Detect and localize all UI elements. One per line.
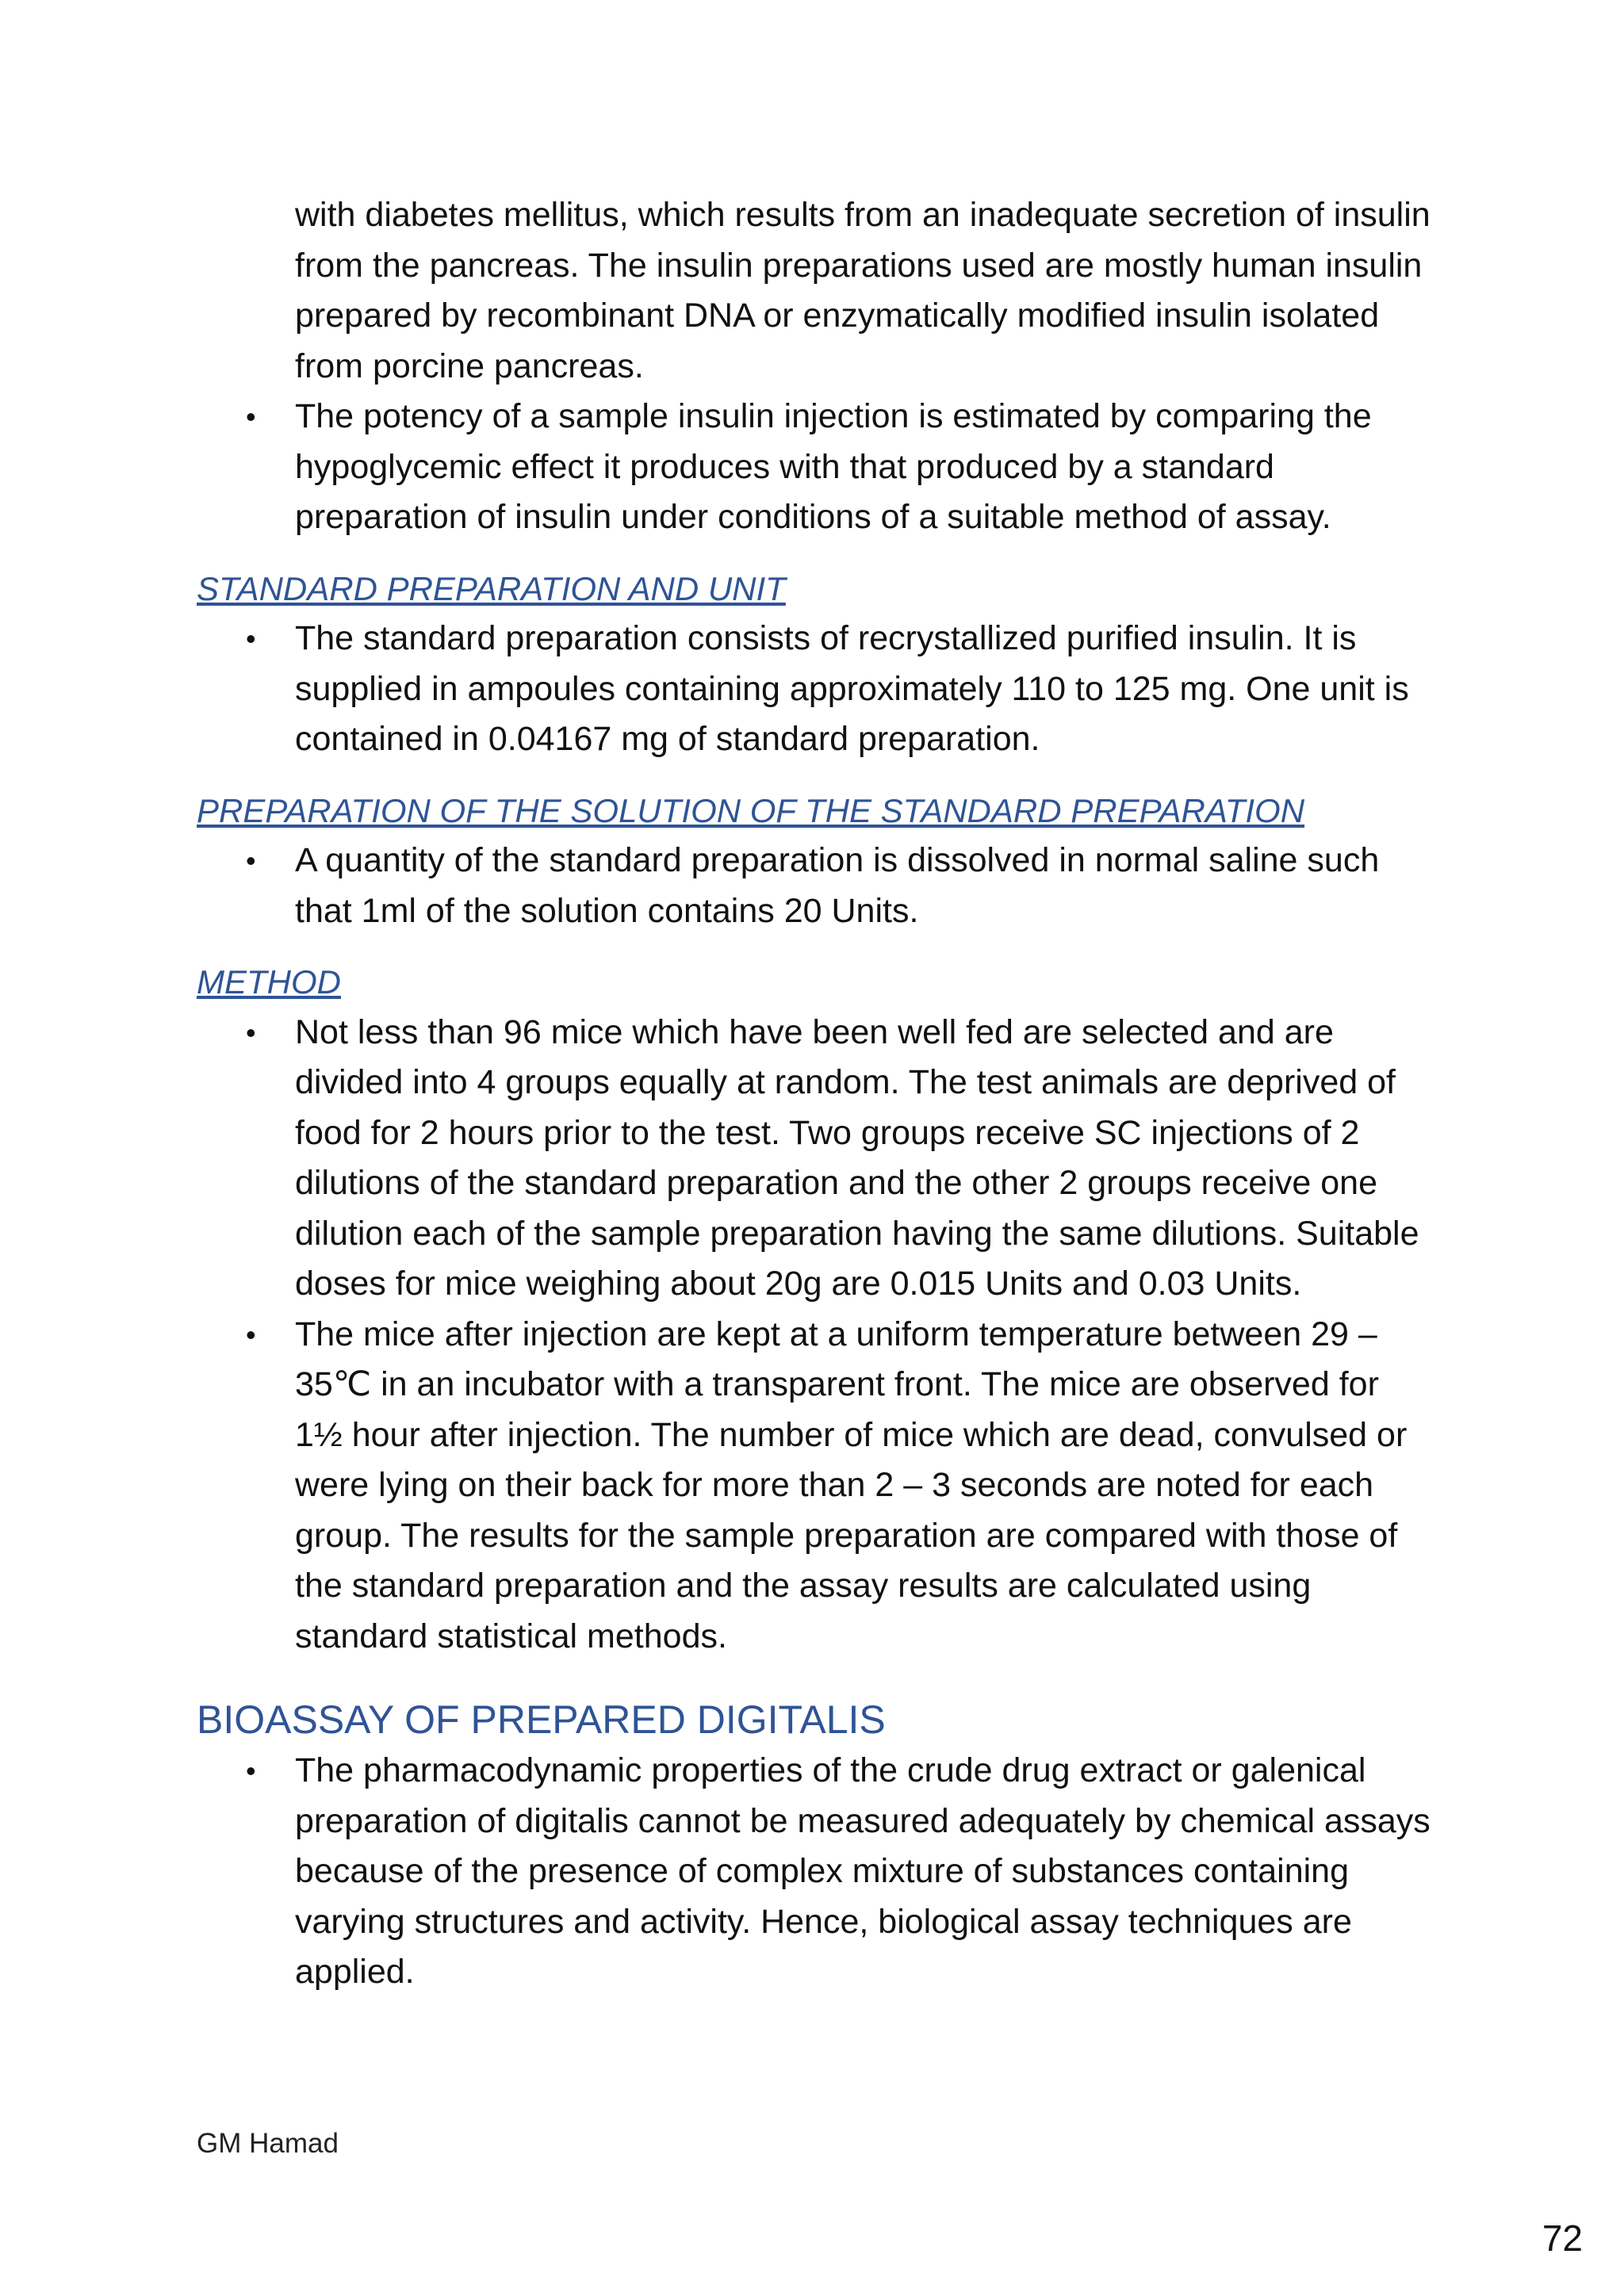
bullet-marker: • [246, 1755, 256, 1787]
list-item [197, 392, 1434, 543]
section-heading-method: METHOD [197, 963, 341, 1001]
bullet-text: The mice after injection are kept at a uniform temperature between 29 – 35℃ in an incubator with a transparent front. The mice are observed for 1½ hour after injection. The number of mice which are dead, convulsed or were lying on their back for more than 2 – 3 seconds are noted for each group. The results for the sample preparation are compared with those of the standard preparation and the assay results are calculated using standard statistical methods. [295, 1314, 1408, 1655]
bullet-text: A quantity of the standard preparation is dissolved in normal saline such that 1ml of the solution contains 20 Units. [295, 841, 1380, 930]
section-heading-standard: STANDARD PREPARATION AND UNIT [197, 569, 786, 607]
bullet-marker: • [246, 844, 256, 877]
list-item [197, 1008, 1434, 1310]
list-item [197, 1310, 1434, 1663]
bullet-marker: • [246, 400, 256, 433]
intro-bullet-list [197, 392, 1434, 543]
list-item [197, 614, 1434, 765]
page-number: 72 [1542, 2218, 1583, 2259]
bullet-text: The pharmacodynamic properties of the crude drug extract or galenical preparation of digitalis cannot be measured adequately by chemical assays because of the presence of complex mixture of substances containing varying structures and activity. Hence, biological assay techniques are applied. [295, 1751, 1431, 1991]
intro-continuation: with diabetes mellitus, which results from an inadequate secretion of insulin from the pancreas. The insulin preparations used are mostly human insulin prepared by recombinant DNA or enzymatically modified insulin isolated from porcine pancreas. [295, 196, 1431, 385]
bullet-text: The standard preparation consists of recrystallized purified insulin. It is supplied in ampoules containing approximately 110 to 125 mg. One unit is contained in 0.04167 mg of standard preparation. [295, 619, 1409, 758]
section-heading-digitalis: BIOASSAY OF PREPARED DIGITALIS [197, 1697, 886, 1742]
page-content [197, 190, 1434, 1998]
method-bullet-list [197, 1008, 1434, 1663]
standard-bullet-list [197, 614, 1434, 765]
bullet-marker: • [246, 1318, 256, 1351]
bullet-text: Not less than 96 mice which have been well fed are selected and are divided into 4 groups equally at random. The test animals are deprived of food for 2 hours prior to the test. Two groups receive SC injections of 2 dilutions of the standard preparation and the other 2 groups receive one dilution each of the sample preparation having the same dilutions. Suitable doses for mice weighing about 20g are 0.015 Units and 0.03 Units. [295, 1012, 1419, 1303]
list-item [197, 836, 1434, 936]
digitalis-bullet-list [197, 1746, 1434, 1998]
section-heading-solution: PREPARATION OF THE SOLUTION OF THE STANDARD PREPARATION [197, 791, 1305, 829]
solution-bullet-list [197, 836, 1434, 936]
bullet-marker: • [246, 1016, 256, 1049]
bullet-text: The potency of a sample insulin injection is estimated by comparing the hypoglycemic effect it produces with that produced by a standard preparation of insulin under conditions of a suitable method of assay. [295, 397, 1372, 536]
bullet-marker: • [246, 622, 256, 655]
footer-author: GM Hamad [197, 2128, 339, 2159]
list-item [197, 1746, 1434, 1998]
